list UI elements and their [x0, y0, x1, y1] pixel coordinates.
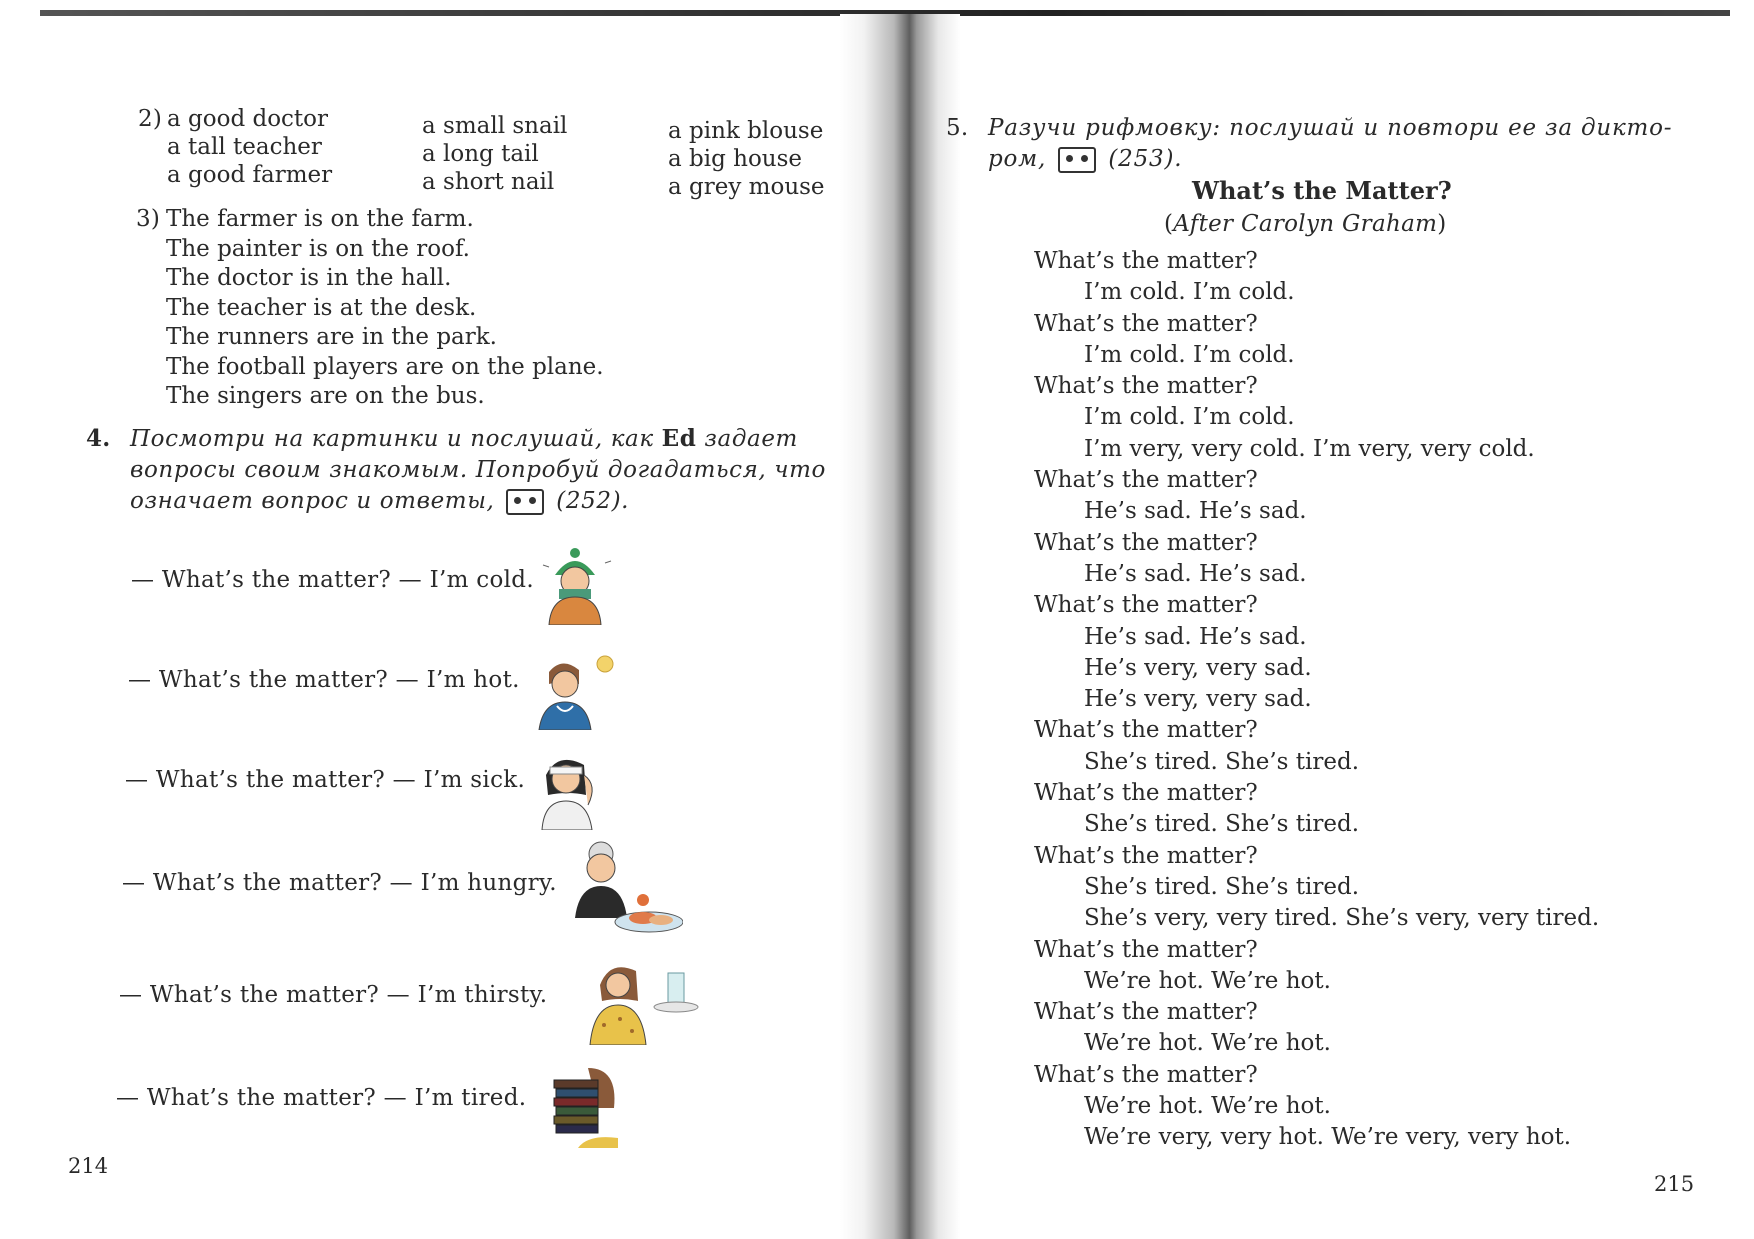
author-name: After Carolyn Graham	[1173, 211, 1438, 237]
poem-answer-line: She’s tired. She’s tired.	[1084, 873, 1360, 900]
ex2-number: 2)	[138, 106, 163, 132]
poem-question-line: What’s the matter?	[1034, 936, 1258, 963]
poem-question-line: What’s the matter?	[1034, 248, 1258, 274]
poem-answer-line: I’m cold. I’m cold.	[1084, 404, 1295, 431]
task4-instruction-line3	[130, 487, 629, 515]
poem-question-line: What’s the matter?	[1034, 529, 1258, 556]
poem-body	[1034, 246, 1599, 1154]
poem-answer-line: I’m cold. I’m cold.	[1084, 341, 1295, 368]
poem-answer-line: We’re very, very hot. We’re very, very hot.	[1084, 1124, 1572, 1151]
ex2-col1	[167, 105, 332, 189]
sentence: The football players are on the plane.	[166, 353, 604, 380]
word-phrase: a big house	[668, 146, 803, 172]
dialogue-cold: — What’s the matter? — I’m cold.	[131, 567, 534, 593]
poem-question-line: What’s the matter?	[1034, 780, 1258, 807]
task4-number: 4.	[86, 425, 111, 452]
tired-person-illustration	[548, 1058, 628, 1148]
poem-question-line: What’s the matter?	[1034, 842, 1258, 869]
poem-answer-line: She’s tired. She’s tired.	[1084, 748, 1360, 775]
word-phrase: a pink blouse	[668, 118, 824, 144]
poem-question-line: What’s the matter?	[1034, 999, 1258, 1026]
poem-answer-line: She’s very, very tired. She’s very, very tired.	[1084, 905, 1600, 932]
task4-instruction-line1	[130, 425, 798, 453]
poem-question-line: What’s the matter?	[1034, 373, 1258, 400]
page-number-right: 215	[1654, 1172, 1695, 1196]
word-phrase: a small snail	[422, 113, 568, 139]
paren: (	[1164, 211, 1174, 237]
instruction-text: ром,	[988, 146, 1047, 172]
task5-number: 5.	[946, 115, 969, 141]
sick-person-illustration	[528, 745, 613, 830]
hungry-person-illustration	[563, 838, 683, 938]
instruction-bold-name: Ed	[661, 425, 697, 452]
task4-instruction-line2: вопросы своим знакомым. Попробуй догадаться, что	[130, 457, 827, 483]
task5-instruction-line2	[988, 145, 1182, 173]
poem-question-line: What’s the matter?	[1034, 717, 1258, 744]
page-number-left: 214	[68, 1154, 109, 1178]
sentence: The teacher is at the desk.	[166, 294, 477, 321]
poem-answer-line: She’s tired. She’s tired.	[1084, 811, 1360, 838]
ex2-col2	[422, 112, 567, 196]
sentence: The farmer is on the farm.	[166, 206, 474, 232]
poem-answer-line: I’m very, very cold. I’m very, very cold.	[1084, 435, 1535, 462]
cassette-icon	[506, 489, 544, 515]
poem-answer-line: We’re hot. We’re hot.	[1084, 1093, 1331, 1120]
poem-author	[1164, 210, 1446, 238]
poem-answer-line: He’s sad. He’s sad.	[1084, 623, 1307, 650]
poem-question-line: What’s the matter?	[1034, 310, 1258, 337]
poem-question-line: What’s the matter?	[1034, 467, 1258, 494]
sentence: The painter is on the roof.	[166, 235, 470, 262]
poem-answer-line: We’re hot. We’re hot.	[1084, 967, 1331, 994]
dialogue-thirsty: — What’s the matter? — I’m thirsty.	[119, 982, 548, 1008]
word-phrase: a short nail	[422, 169, 555, 195]
word-phrase: a tall teacher	[167, 134, 322, 160]
dialogue-hungry: — What’s the matter? — I’m hungry.	[122, 870, 557, 896]
ex3-number: 3)	[136, 206, 161, 232]
poem-answer-line: We’re hot. We’re hot.	[1084, 1030, 1331, 1057]
dialogue-sick: — What’s the matter? — I’m sick.	[125, 767, 526, 793]
dialogue-tired: — What’s the matter? — I’m tired.	[116, 1085, 527, 1111]
cassette-icon	[1058, 147, 1096, 173]
cold-person-illustration	[535, 545, 615, 625]
ex3-lines	[166, 205, 604, 412]
poem-title: What’s the Matter?	[1192, 176, 1452, 205]
poem-answer-line: He’s very, very sad.	[1084, 654, 1312, 681]
word-phrase: a grey mouse	[668, 174, 825, 200]
word-phrase: a long tail	[422, 141, 539, 167]
word-phrase: a good doctor	[167, 106, 329, 132]
audio-reference: (252).	[556, 488, 630, 514]
instruction-text: означает вопрос и ответы,	[130, 488, 495, 514]
right-page	[930, 0, 1754, 1239]
paren: )	[1437, 211, 1447, 237]
word-phrase: a good farmer	[167, 162, 333, 188]
poem-answer-line: He’s very, very sad.	[1084, 686, 1312, 713]
task5-instruction-line1: Разучи рифмовку: послушай и повтори ее за дикто-	[988, 115, 1673, 141]
poem-question-line: What’s the matter?	[1034, 592, 1258, 619]
instruction-text: задает	[704, 426, 798, 452]
poem-answer-line: He’s sad. He’s sad.	[1084, 560, 1307, 587]
sentence: The doctor is in the hall.	[166, 265, 452, 291]
poem-answer-line: He’s sad. He’s sad.	[1084, 498, 1307, 525]
sentence: The singers are on the bus.	[166, 383, 485, 409]
poem-answer-line: I’m cold. I’m cold.	[1084, 279, 1295, 306]
sentence: The runners are in the park.	[166, 324, 497, 350]
poem-question-line: What’s the matter?	[1034, 1061, 1258, 1088]
audio-reference: (253).	[1108, 146, 1183, 172]
ex2-col3	[668, 117, 825, 201]
dialogue-hot: — What’s the matter? — I’m hot.	[128, 667, 520, 693]
hot-person-illustration	[527, 650, 622, 730]
thirsty-person-illustration	[580, 955, 705, 1045]
instruction-text: Посмотри на картинки и послушай, как	[130, 426, 654, 452]
